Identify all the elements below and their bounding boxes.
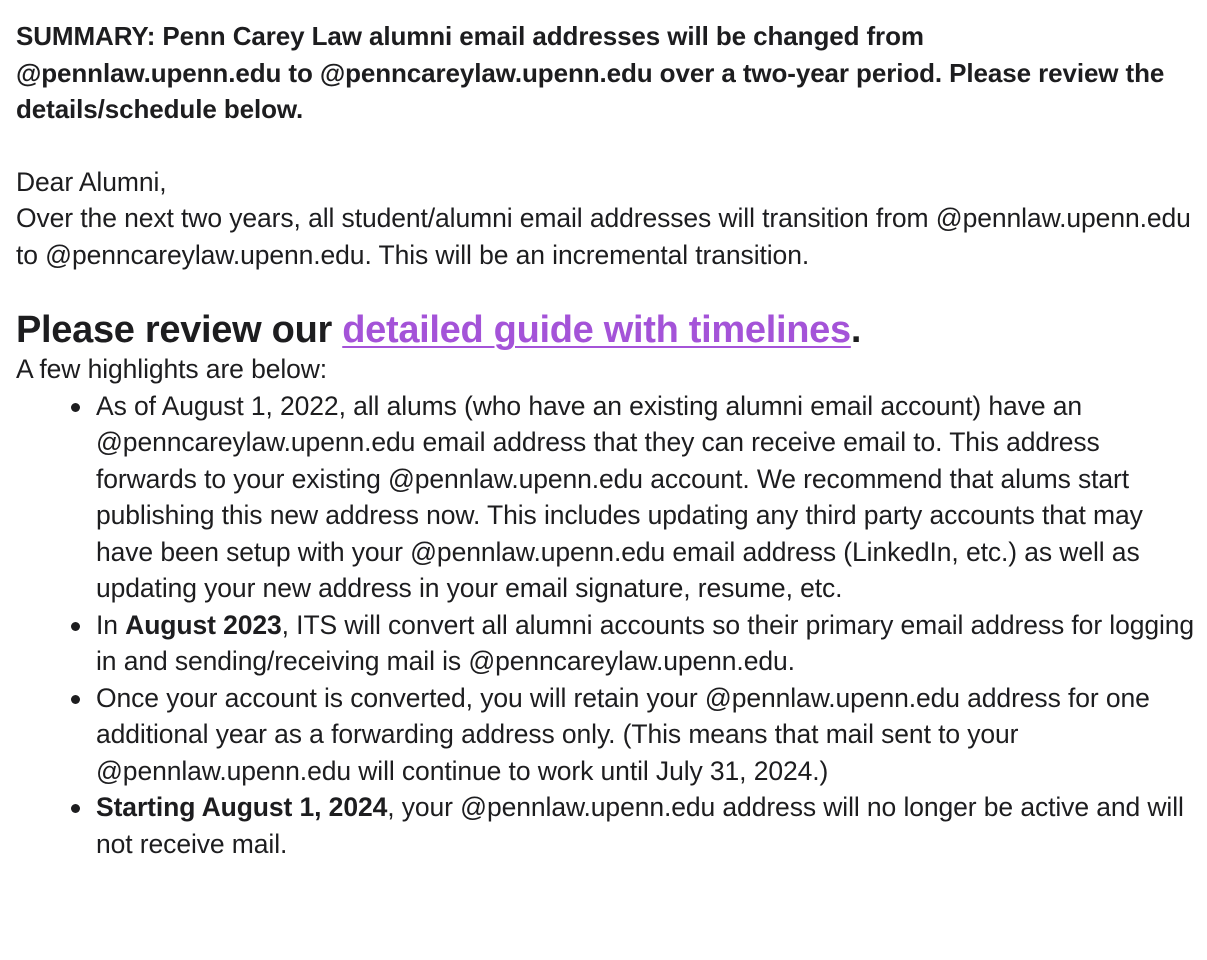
highlight-text: As of August 1, 2022, all alums (who have an existing alumni email account) have an @penncareylaw.upenn.edu email address that they can receive email to. This address forwards to your existing @pennlaw.upenn.edu account. We recommend that alums start publishing this new address now. This includes updating any third party accounts that may have been setup with your @pennlaw.upenn.edu email address (LinkedIn, etc.) as well as updating your new address in your email signature, resume, etc.	[96, 390, 1143, 603]
highlight-text: , your @pennlaw.upenn.edu address will no longer be active and will not receive mail.	[96, 792, 1184, 859]
list-item	[96, 680, 1196, 790]
summary-text: SUMMARY: Penn Carey Law alumni email addresses will be changed from @pennlaw.upenn.edu to @penncareylaw.upenn.edu over a two-year period. Please review the details/schedule below.	[16, 21, 1165, 124]
intro-paragraph: Over the next two years, all student/alumni email addresses will transition from @pennlaw.upenn.edu to @penncareylaw.upenn.edu. This will be an incremental transition.	[16, 203, 1191, 270]
review-heading-prefix: Please review our	[16, 309, 343, 351]
email-body	[16, 18, 1196, 862]
review-heading-suffix: .	[850, 309, 862, 351]
bullet-icon	[71, 622, 80, 631]
highlight-prefix: In	[96, 609, 126, 640]
bullet-icon	[71, 403, 80, 412]
highlight-text: Once your account is converted, you will retain your @pennlaw.upenn.edu address for one additional year as a forwarding address only. (This means that mail sent to your @pennlaw.upenn.edu will continue to work until July 31, 2024.)	[96, 682, 1150, 786]
list-item	[96, 607, 1196, 680]
bullet-icon	[71, 695, 80, 704]
greeting: Dear Alumni,	[16, 166, 167, 197]
highlight-text: , ITS will convert all alumni accounts so their primary email address for logging in and sending/receiving mail is @penncareylaw.upenn.edu.	[96, 609, 1195, 676]
highlights-list	[16, 388, 1196, 863]
spacer	[16, 128, 1196, 164]
highlight-bold: Starting August 1, 2024	[96, 792, 388, 822]
detailed-guide-link[interactable]: detailed guide with timelines	[342, 309, 851, 351]
list-item	[96, 789, 1196, 862]
highlight-bold: August 2023	[125, 609, 282, 640]
spacer	[16, 273, 1196, 309]
review-heading	[16, 309, 1196, 351]
bullet-icon	[71, 804, 80, 813]
highlights-intro: A few highlights are below:	[16, 354, 328, 384]
list-item	[96, 388, 1196, 607]
